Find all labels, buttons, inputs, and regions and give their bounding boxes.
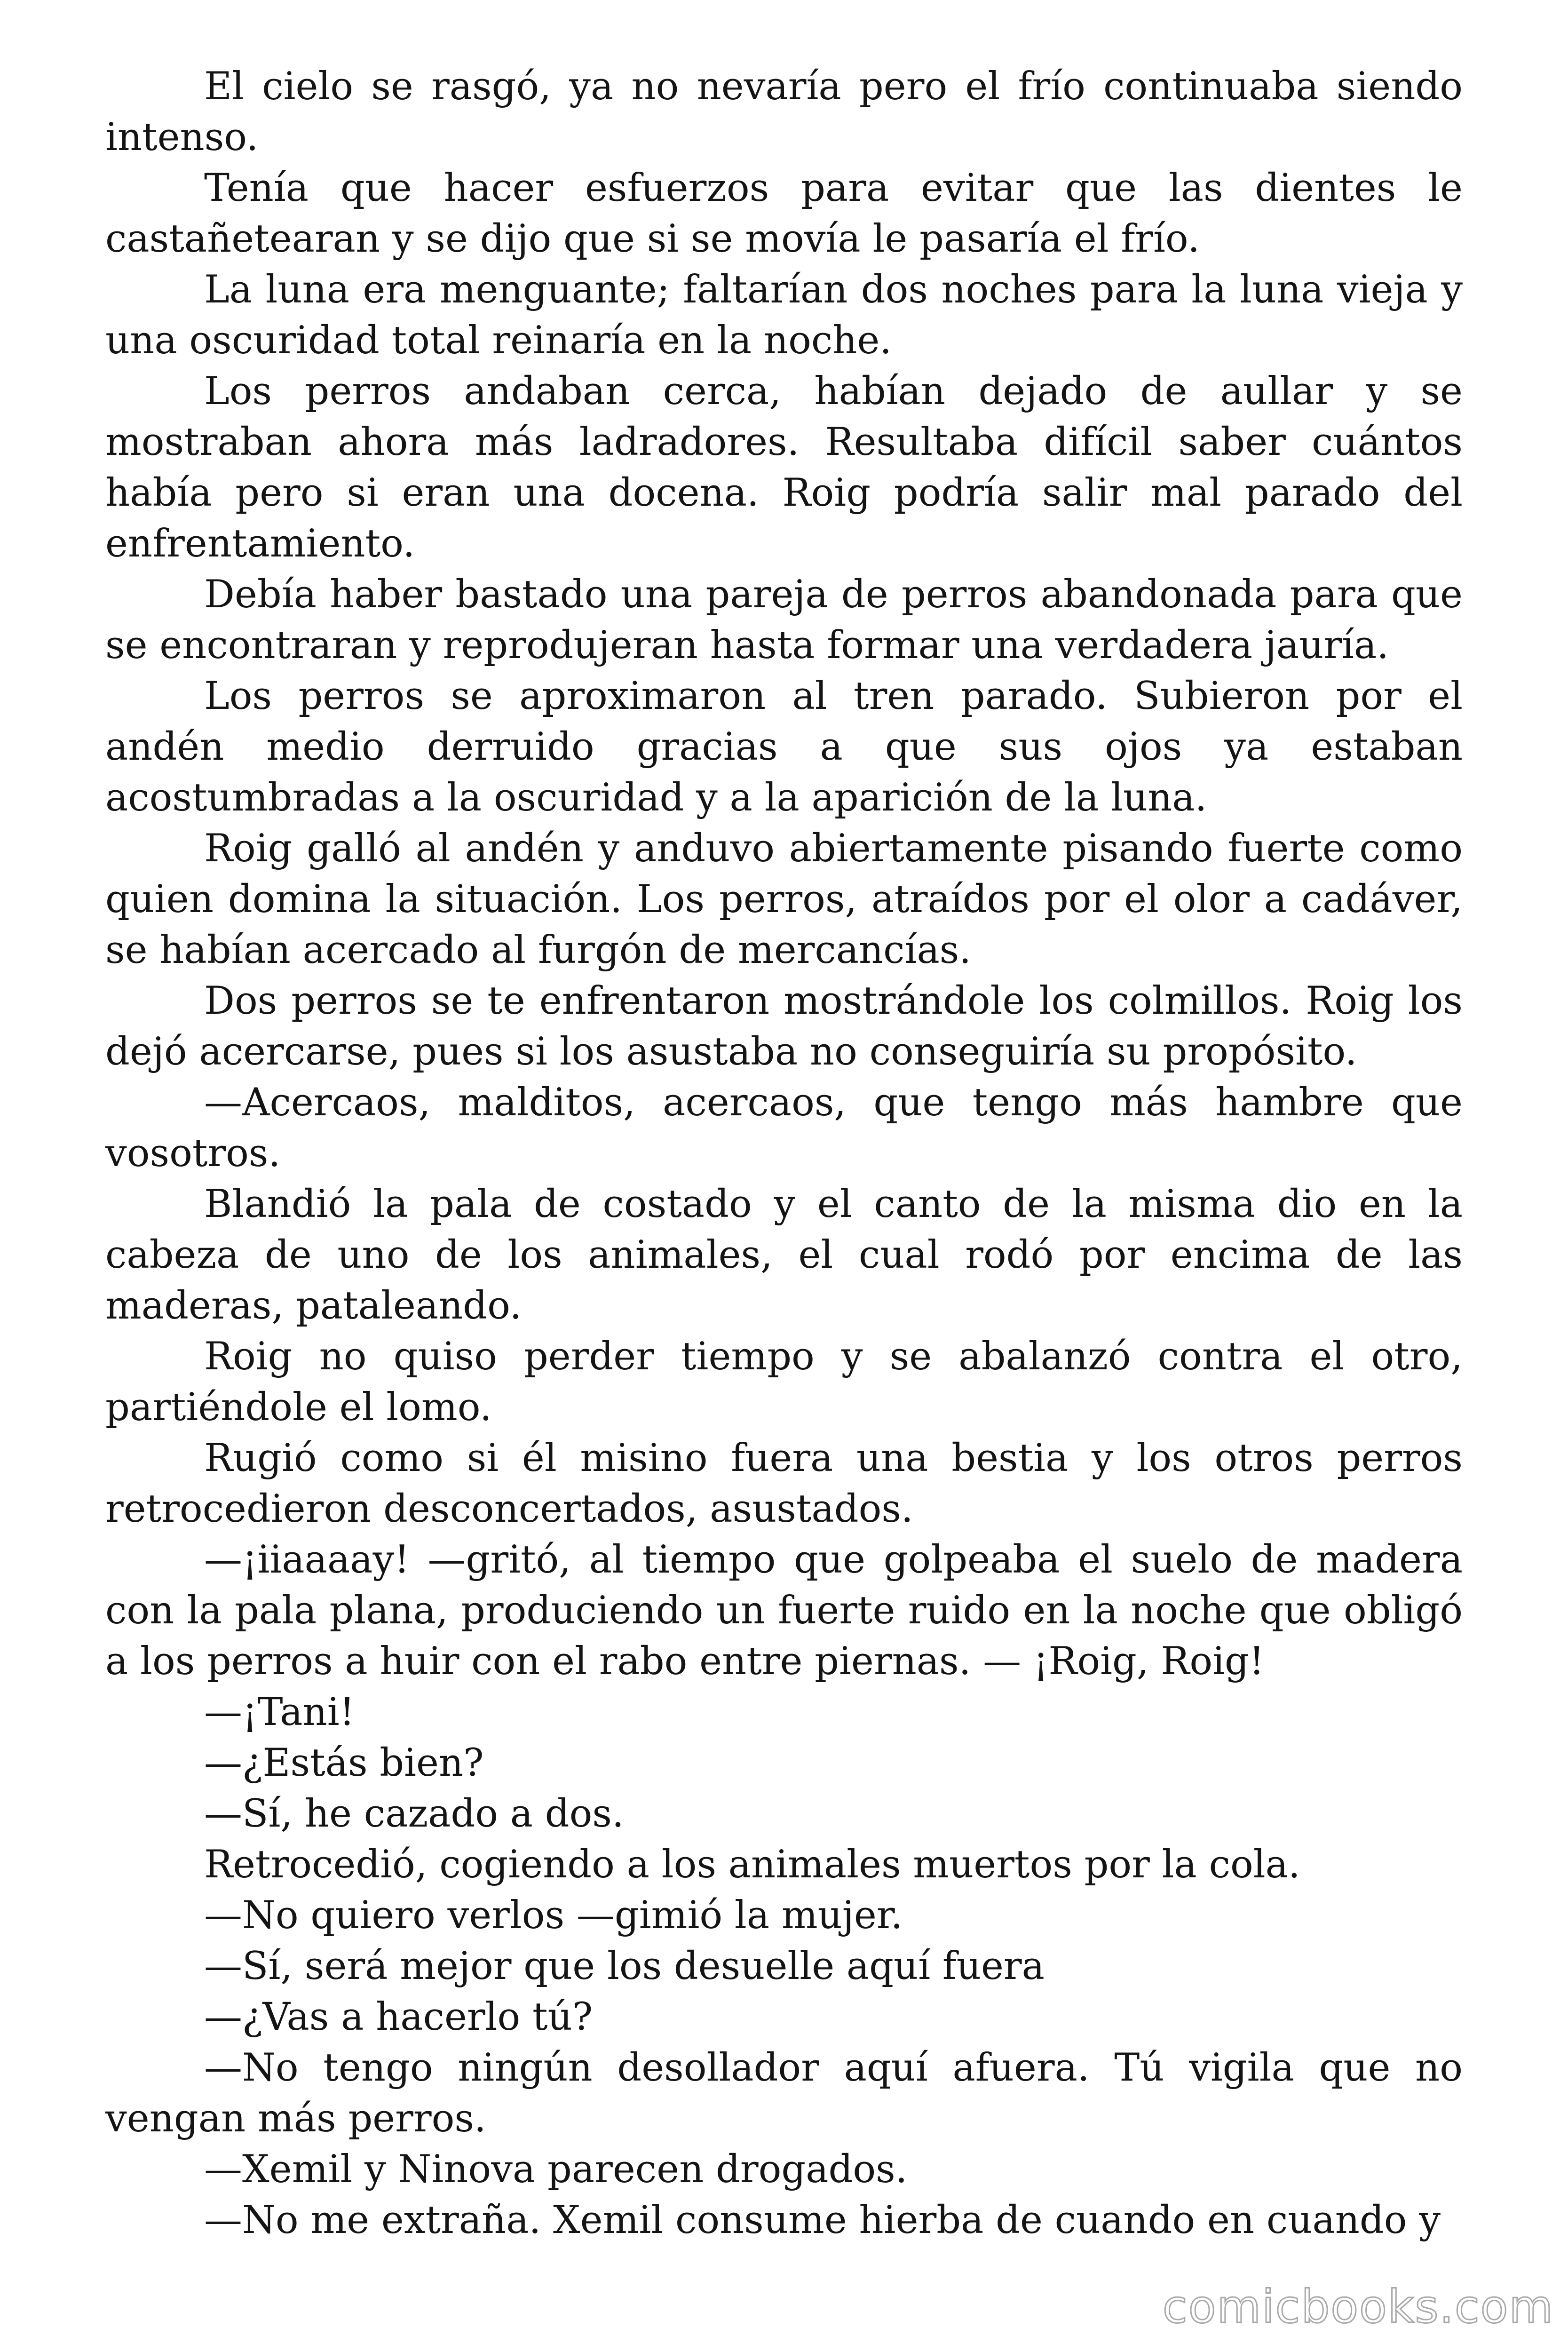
paragraph: —Sí, será mejor que los desuelle aquí fuera [204,1944,1045,1988]
paragraph: —No me extraña. Xemil consume hierba de cuando en cuando y [204,2198,1441,2242]
paragraph: Rugió como si él misino fuera una bestia y los otros perros retrocedieron desconcertados, asustados. [105,1436,1463,1531]
paragraph: Roig no quiso perder tiempo y se abalanzó contra el otro, partiéndole el lomo. [105,1335,1463,1430]
paragraph: —¡Tani! [204,1690,355,1734]
paragraph: Los perros se aproximaron al tren parado. Subieron por el andén medio derruido gracias a que sus ojos ya estaban acostumbradas a la oscuridad y a la aparición de la luna. [105,674,1463,820]
paragraph: El cielo se rasgó, ya no nevaría pero el frío continuaba siendo intenso. [105,64,1463,159]
paragraph: Blandió la pala de costado y el canto de la misma dio en la cabeza de uno de los animales, el cual rodó por encima de las maderas, pataleando. [105,1182,1463,1328]
paragraph: —¿Estás bien? [204,1741,484,1785]
paragraph: —¡iiaaaay! —gritó, al tiempo que golpeaba el suelo de madera con la pala plana, produciendo un fuerte ruido en la noche que obligó a los perros a huir con el rabo entre piernas. — ¡Roig, Roig! [105,1538,1463,1684]
paragraph: —Xemil y Ninova parecen drogados. [204,2147,908,2192]
watermark: comicbooks.com [1162,2280,1554,2333]
paragraph: Debía haber bastado una pareja de perros abandonada para que se encontraran y reprodujeran hasta formar una verdadera jauría. [105,572,1463,667]
paragraph: —No quiero verlos —gimió la mujer. [204,1893,903,1938]
paragraph: Dos perros se te enfrentaron mostrándole los colmillos. Roig los dejó acercarse, pues si los asustaba no conseguiría su propósito. [105,979,1463,1074]
page-text [105,61,1463,2246]
paragraph: —Acercaos, malditos, acercaos, que tengo más hambre que vosotros. [105,1081,1463,1176]
paragraph: —Sí, he cazado a dos. [204,1792,624,1836]
paragraph: Los perros andaban cerca, habían dejado de aullar y se mostraban ahora más ladradores. Resultaba difícil saber cuántos había pero si eran una docena. Roig podría salir mal parado del enfrentamiento. [105,369,1463,566]
paragraph: Tenía que hacer esfuerzos para evitar que las dientes le castañetearan y se dijo que si se movía le pasaría el frío. [105,166,1463,261]
paragraph: —¿Vas a hacerlo tú? [204,1995,593,2039]
paragraph: Retrocedió, cogiendo a los animales muertos por la cola. [204,1843,1300,1887]
paragraph: —No tengo ningún desollador aquí afuera. Tú vigila que no vengan más perros. [105,2046,1463,2141]
paragraph: Roig galló al andén y anduvo abiertamente pisando fuerte como quien domina la situación. Los perros, atraídos por el olor a cadáver, se habían acercado al furgón de mercancías. [105,826,1463,972]
paragraph: La luna era menguante; faltarían dos noches para la luna vieja y una oscuridad total reinaría en la noche. [105,268,1463,363]
